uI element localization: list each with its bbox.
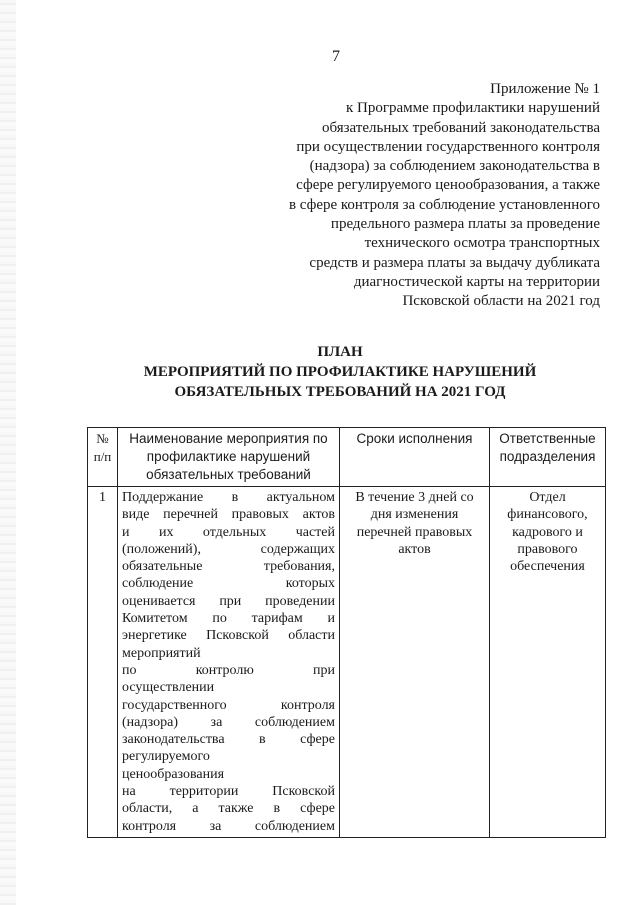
appendix-line: предельного размера платы за проведение (330, 216, 600, 233)
page-number: 7 (332, 48, 340, 65)
appendix-line: диагностической карты на территории (353, 273, 600, 290)
row-name-line: (надзора) за соблюдением (122, 714, 335, 730)
scan-edge (0, 0, 16, 905)
row-name-line: ценообразования (122, 766, 225, 782)
row-name-line: (положений), содержащих (122, 541, 335, 557)
row-name-line: Поддержание в актуальном (122, 490, 335, 505)
row-responsible: Отдел финансового, кадрового и правового обеспечения (490, 487, 606, 838)
header-name: Наименование мероприятия по профилактике нарушений обязательных требований (118, 428, 340, 487)
plan-title-line: ОБЯЗАТЕЛЬНЫХ ТРЕБОВАНИЙ НА 2021 ГОД (174, 384, 506, 400)
header-num-line: № (96, 431, 109, 446)
row-name-line: на территории Псковской (122, 784, 335, 800)
appendix-line: при осуществлении государственного контроля (296, 138, 600, 155)
appendix-line: к Программе профилактики нарушений (345, 100, 600, 117)
row-name-line: контроля за соблюдением (122, 818, 335, 834)
plan-title (100, 342, 580, 402)
plan-title-line: ПЛАН (317, 344, 363, 360)
row-deadline: В течение 3 дней со дня изменения перечней правовых актов (340, 487, 490, 838)
appendix-header (220, 80, 600, 312)
row-name-line: соблюдение которых (122, 576, 335, 592)
appendix-line: сфере регулируемого ценообразования, а также (296, 177, 600, 194)
appendix-line: обязательных требований законодательства (321, 119, 600, 136)
plan-title-line: МЕРОПРИЯТИЙ ПО ПРОФИЛАКТИКЕ НАРУШЕНИЙ (143, 364, 537, 380)
row-name (118, 487, 340, 838)
row-name-line: области, а также в сфере (122, 801, 335, 817)
table-header-row (88, 428, 606, 487)
row-name-line: законодательства в сфере (122, 732, 335, 748)
row-name-line: энергетике Псковской области (122, 628, 335, 644)
row-name-line: осуществлении (122, 680, 215, 696)
row-name-line: государственного контроля (122, 697, 335, 713)
row-name-line: оценивается при проведении (122, 593, 335, 609)
row-name-line: обязательные требования, (122, 559, 335, 575)
appendix-line: в сфере контроля за соблюдение установленного (288, 196, 600, 213)
appendix-line: Псковской области на 2021 год (402, 293, 600, 310)
row-name-line: мероприятий (122, 645, 201, 661)
appendix-line: средств и размера платы за выдачу дубликата (309, 254, 600, 271)
table-row (88, 487, 606, 838)
header-num (88, 428, 118, 487)
row-num: 1 (88, 487, 118, 838)
appendix-line: технического осмотра транспортных (364, 235, 600, 252)
row-name-line: и их отдельных частей (122, 524, 335, 540)
appendix-line: (надзора) за соблюдением законодательства в (309, 158, 600, 175)
header-deadline: Сроки исполнения (340, 428, 490, 487)
row-name-line: регулируемого (122, 749, 210, 765)
plan-table (87, 427, 606, 838)
header-responsible: Ответственные подразделения (490, 428, 606, 487)
row-name-line: виде перечней правовых актов (122, 507, 335, 523)
row-name-line: по контролю при (122, 662, 335, 678)
header-num-line: п/п (93, 449, 112, 464)
appendix-line: Приложение № 1 (490, 81, 600, 97)
row-name-line: Комитетом по тарифам и (122, 611, 335, 627)
